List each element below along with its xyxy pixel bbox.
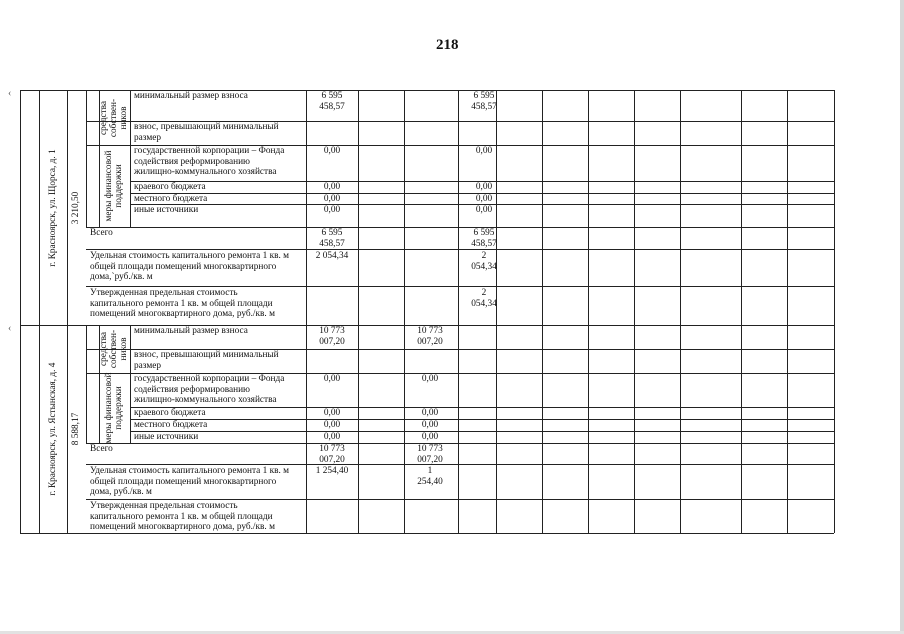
- total-value-c1: 6 595 458,57: [319, 228, 345, 249]
- row-label: местного бюджета: [134, 420, 208, 430]
- row-label: местного бюджета: [134, 194, 208, 204]
- column-line: [542, 325, 543, 533]
- column-line: [787, 325, 788, 533]
- row-line: [86, 443, 834, 444]
- row-label: государственной корпорации – Фонда содействия реформированию жилищно-коммунального хозяйства: [134, 146, 285, 178]
- row-line: [86, 464, 834, 465]
- row-line: [86, 499, 834, 500]
- column-line: [67, 90, 68, 325]
- row-line: [86, 286, 834, 287]
- scan-edge-shadow: [900, 0, 904, 634]
- row-line: [130, 419, 834, 420]
- group-support-label: меры финансовой поддержки: [104, 150, 124, 222]
- total-label: Всего: [90, 444, 113, 454]
- column-line: [458, 325, 459, 533]
- row-value-c1: 0,00: [323, 146, 341, 156]
- margin-mark: ‹: [8, 323, 12, 334]
- column-line: [67, 325, 68, 533]
- total-value-c3: 10 773 007,20: [417, 444, 443, 465]
- total-value-c1: 10 773 007,20: [319, 444, 345, 465]
- row-line: [130, 407, 834, 408]
- block-bottom-line: [20, 533, 834, 534]
- row-value-c1: 6 595 458,57: [319, 91, 345, 112]
- page-number: 218: [436, 37, 459, 53]
- column-line: [680, 90, 681, 325]
- limit-cost-value-c4: 2 054,34: [471, 288, 497, 309]
- group-owners-label: средства собствен-ников: [99, 98, 129, 137]
- column-line: [588, 90, 589, 325]
- group-support-label: меры финансовой поддержки: [104, 372, 124, 444]
- column-line: [86, 325, 87, 443]
- column-line: [496, 325, 497, 533]
- column-line: [634, 325, 635, 533]
- row-value-c3: 0,00: [421, 432, 439, 442]
- row-value-c3: 0,00: [421, 408, 439, 418]
- address-label: г. Красноярск, ул. Щорса, д. 1: [48, 148, 58, 267]
- column-line: [834, 325, 835, 533]
- column-line: [680, 325, 681, 533]
- row-label: минимальный размер взноса: [134, 326, 248, 336]
- row-value-c4: 6 595 458,57: [471, 91, 497, 112]
- column-line: [834, 90, 835, 325]
- unit-cost-value-c3: 1 254,40: [417, 466, 443, 487]
- total-value-c4: 6 595 458,57: [471, 228, 497, 249]
- row-value-c3: 0,00: [421, 420, 439, 430]
- column-line: [20, 325, 21, 533]
- column-line: [787, 90, 788, 325]
- unit-cost-value-c1: 1 254,40: [315, 466, 349, 476]
- row-line: [130, 431, 834, 432]
- column-line: [86, 90, 87, 227]
- row-value-c1: 0,00: [323, 182, 341, 192]
- row-value-c4: 0,00: [475, 194, 493, 204]
- column-line: [358, 90, 359, 325]
- row-value-c3: 10 773 007,20: [417, 326, 443, 347]
- row-label: краевого бюджета: [134, 182, 206, 192]
- column-line: [634, 90, 635, 325]
- row-value-c1: 0,00: [323, 432, 341, 442]
- row-label: краевого бюджета: [134, 408, 206, 418]
- row-label: иные источники: [134, 205, 199, 215]
- column-line: [358, 325, 359, 533]
- total-label: Всего: [90, 228, 113, 238]
- row-value-c1: 0,00: [323, 420, 341, 430]
- column-line: [588, 325, 589, 533]
- address-label: г. Красноярск, ул. Ястынская, д. 4: [48, 362, 58, 496]
- row-value-c4: 0,00: [475, 146, 493, 156]
- row-value-c1: 0,00: [323, 374, 341, 384]
- unit-cost-label: Удельная стоимость капитального ремонта 1 кв. м общей площади помещений многоквартирного дома, руб./кв. м: [90, 466, 290, 498]
- column-line: [542, 90, 543, 325]
- row-value-c1: 10 773 007,20: [319, 326, 345, 347]
- row-value-c3: 0,00: [421, 374, 439, 384]
- row-label: иные источники: [134, 432, 199, 442]
- column-line: [404, 90, 405, 325]
- column-line: [39, 90, 40, 325]
- limit-cost-label: Утвержденная предельная стоимость капитального ремонта 1 кв. м общей площади помещений многоквартирного дома, руб./кв. м: [90, 501, 275, 533]
- margin-mark: ‹: [8, 88, 12, 99]
- group-owners-label: средства собствен-ников: [99, 329, 129, 369]
- column-line: [130, 325, 131, 443]
- row-value-c1: 0,00: [323, 408, 341, 418]
- column-line: [741, 90, 742, 325]
- unit-cost-value-c1: 2 054,34: [315, 251, 349, 261]
- row-value-c4: 0,00: [475, 182, 493, 192]
- column-line: [39, 325, 40, 533]
- row-label: минимальный размер взноса: [134, 91, 248, 101]
- row-value-c1: 0,00: [323, 194, 341, 204]
- row-value-c1: 0,00: [323, 205, 341, 215]
- area-value: 3 210,50: [71, 191, 81, 224]
- area-value: 8 588,17: [71, 412, 81, 446]
- unit-cost-value-c4: 2 054,34: [471, 251, 497, 272]
- row-label: взнос, превышающий минимальный размер: [134, 350, 279, 371]
- row-label: государственной корпорации – Фонда содействия реформированию жилищно-коммунального хозяйства: [134, 374, 285, 406]
- row-value-c4: 0,00: [475, 205, 493, 215]
- limit-cost-label: Утвержденная предельная стоимость капитального ремонта 1 кв. м общей площади помещений многоквартирного дома, руб./кв. м: [90, 288, 275, 320]
- column-line: [130, 90, 131, 227]
- unit-cost-label: Удельная стоимость капитального ремонта 1 кв. м общей площади помещений многоквартирного дома,`руб./кв. м: [90, 251, 290, 283]
- column-line: [741, 325, 742, 533]
- row-label: взнос, превышающий минимальный размер: [134, 122, 279, 143]
- column-line: [20, 90, 21, 325]
